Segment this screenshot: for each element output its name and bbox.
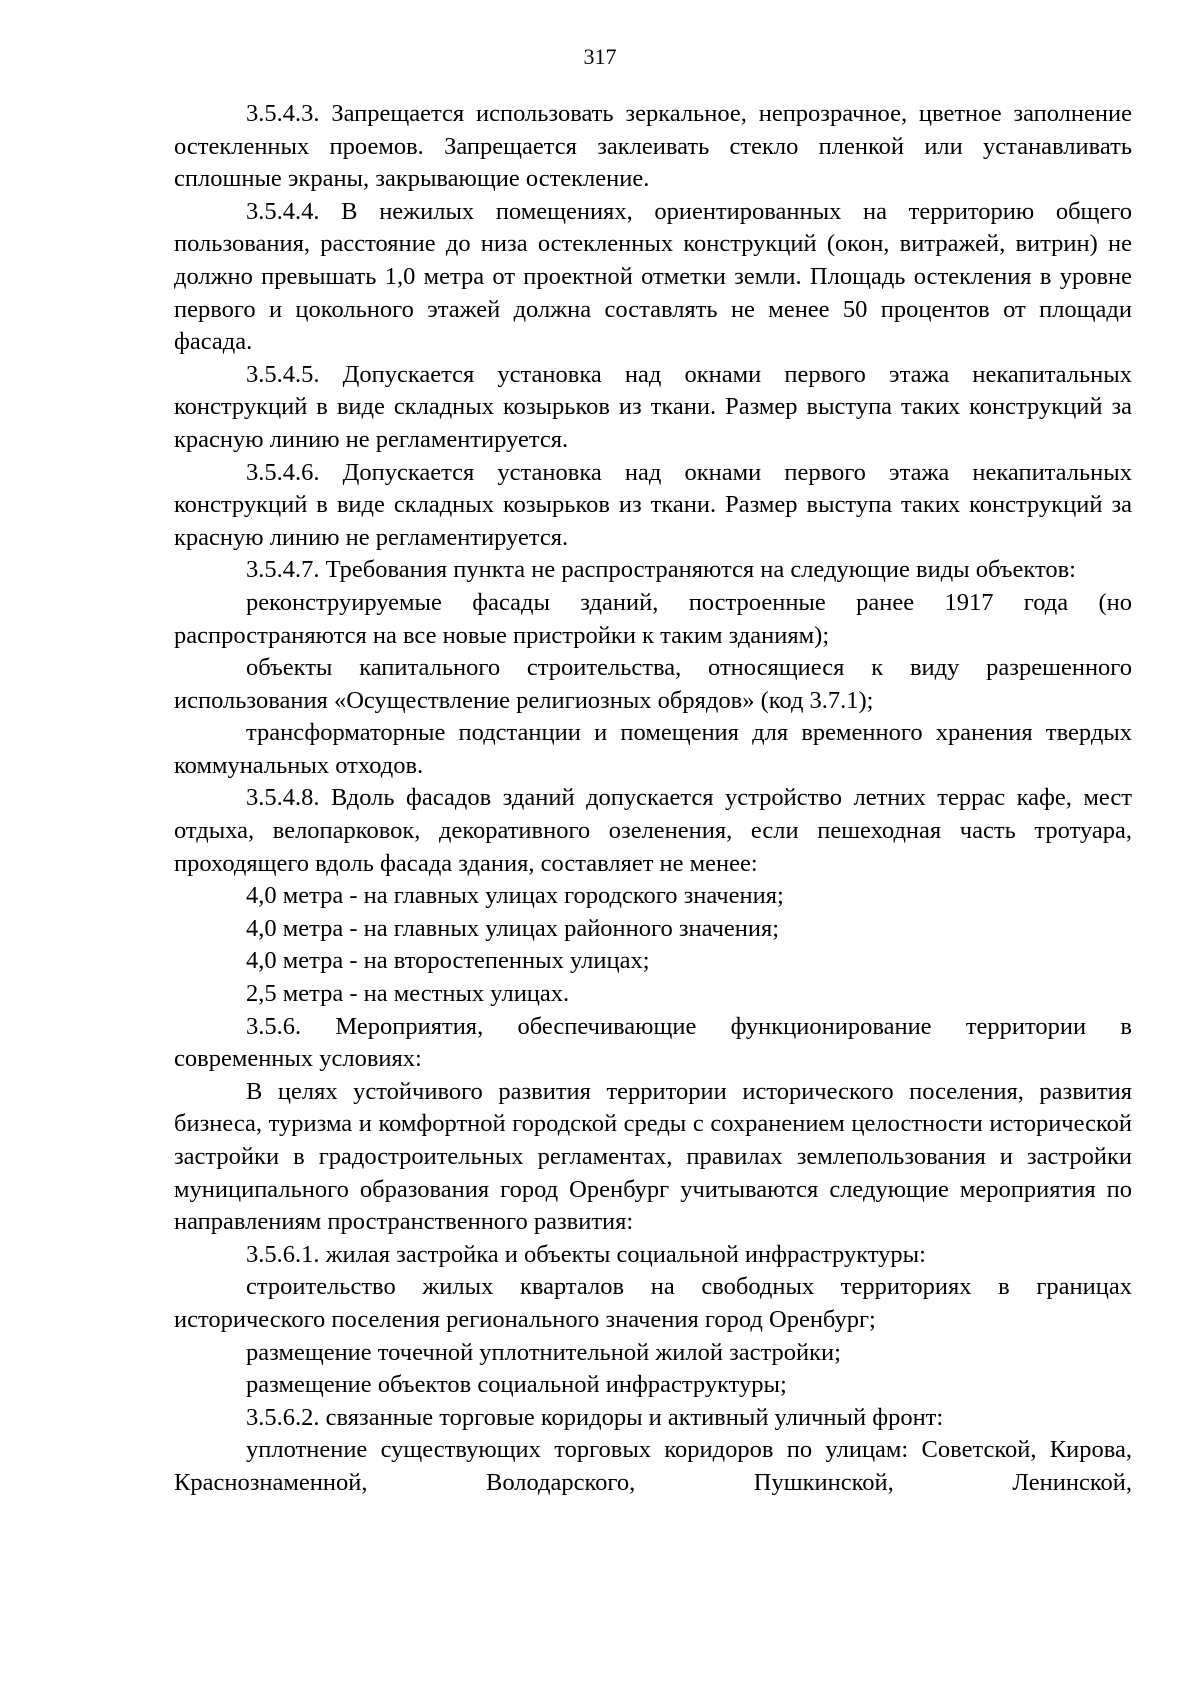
list-item: 4,0 метра - на главных улицах районного значения;	[246, 914, 780, 942]
list-item: размещение точечной уплотнительной жилой застройки;	[246, 1338, 841, 1366]
paragraph-3-5-4-5: 3.5.4.5. Допускается установка над окнами первого этажа некапитальных конструкций в виде складных козырьков из ткани. Размер выступа таких конструкций за красную линию не регламентируется.	[174, 360, 1132, 453]
paragraph-3-5-6-2: 3.5.6.2. связанные торговые коридоры и активный уличный фронт:	[246, 1403, 944, 1431]
paragraph-3-5-4-8: 3.5.4.8. Вдоль фасадов зданий допускается устройство летних террас кафе, мест отдыха, велопарковок, декоративного озеленения, если пешеходная часть тротуара, проходящего вдоль фасада здания, составляет не менее:	[174, 784, 1132, 877]
paragraph-3-5-4-7: 3.5.4.7. Требования пункта не распространяются на следующие виды объектов:	[246, 556, 1076, 584]
list-item: размещение объектов социальной инфраструктуры;	[246, 1371, 787, 1399]
list-item: уплотнение существующих торговых коридоров по улицам: Советской, Кирова, Краснознаменной, Володарского, Пушкинской, Ленинской,	[174, 1436, 1132, 1496]
list-item: 2,5 метра - на местных улицах.	[246, 980, 570, 1008]
paragraph-3-5-6-1: 3.5.6.1. жилая застройка и объекты социальной инфраструктуры:	[246, 1240, 926, 1268]
paragraph-3-5-4-6: 3.5.4.6. Допускается установка над окнами первого этажа некапитальных конструкций в виде складных козырьков из ткани. Размер выступа таких конструкций за красную линию не регламентируется.	[174, 458, 1132, 551]
paragraph-3-5-4-3: 3.5.4.3. Запрещается использовать зеркальное, непрозрачное, цветное заполнение остекленных проемов. Запрещается заклеивать стекло пленкой или устанавливать сплошные экраны, закрывающие остекление.	[174, 100, 1132, 193]
paragraph-development-goals: В целях устойчивого развития территории исторического поселения, развития бизнеса, туризма и комфортной городской среды с сохранением целостности исторической застройки в градостроительных регламентах, правилах землепользования и застройки муниципального образования город Оренбург учитываются следующие мероприятия по направлениям пространственного развития:	[174, 1077, 1132, 1236]
list-item: 4,0 метра - на главных улицах городского значения;	[246, 882, 784, 910]
paragraph-3-5-6: 3.5.6. Мероприятия, обеспечивающие функционирование территории в современных условиях:	[174, 1012, 1132, 1073]
document-body	[174, 98, 1132, 1500]
list-item: строительство жилых кварталов на свободных территориях в границах исторического поселения регионального значения город Оренбург;	[174, 1273, 1132, 1333]
paragraph-3-5-4-4: 3.5.4.4. В нежилых помещениях, ориентированных на территорию общего пользования, расстояние до низа остекленных конструкций (окон, витражей, витрин) не должно превышать 1,0 метра от проектной отметки земли. Площадь остекления в уровне первого и цокольного этажей должна составлять не менее 50 процентов от площади фасада.	[174, 197, 1132, 356]
list-item: объекты капитального строительства, относящиеся к виду разрешенного использования «Осуществление религиозных обрядов» (код 3.7.1);	[174, 654, 1132, 714]
list-item: 4,0 метра - на второстепенных улицах;	[246, 947, 650, 975]
list-item: трансформаторные подстанции и помещения для временного хранения твердых коммунальных отходов.	[174, 719, 1132, 779]
list-item: реконструируемые фасады зданий, построенные ранее 1917 года (но распространяются на все новые пристройки к таким зданиям);	[174, 588, 1132, 649]
page-number: 317	[583, 44, 617, 69]
